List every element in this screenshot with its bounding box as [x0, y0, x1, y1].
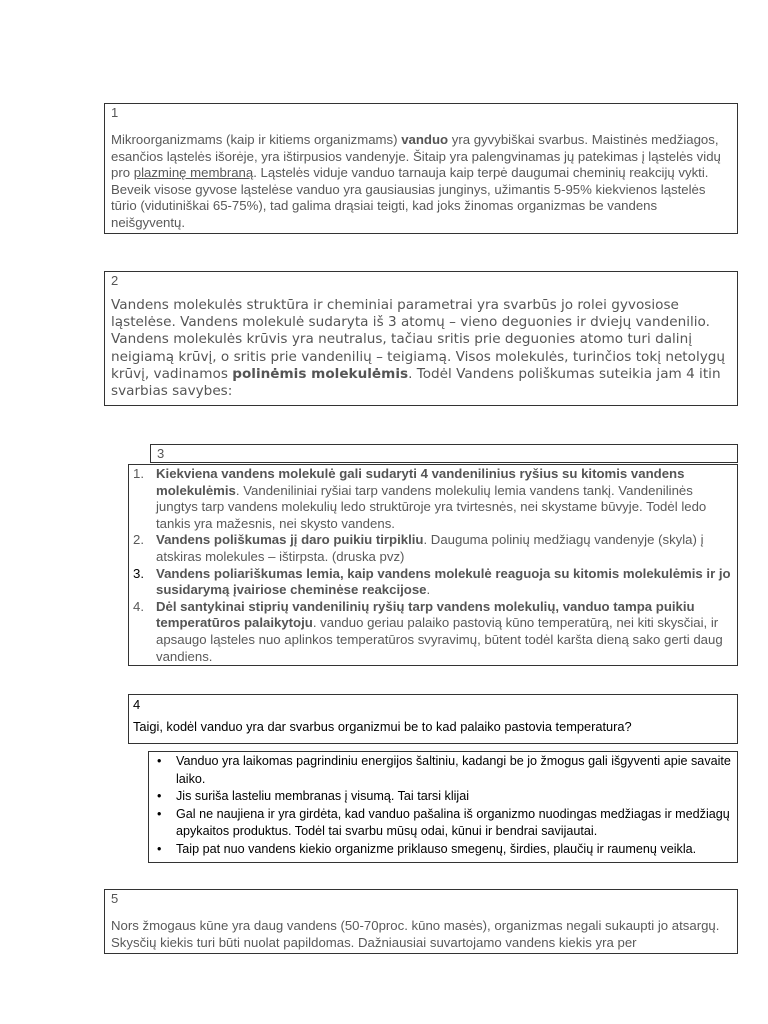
section-4-bullets-box: [148, 751, 738, 863]
link-plazmine-membrana: plazminę membraną: [133, 165, 254, 181]
section-4-question: Taigi, kodėl vanduo yra dar svarbus organizmui be to kad palaiko pastovia temperatura?: [133, 719, 632, 734]
section-2-box: [104, 271, 738, 406]
section-1-box: [104, 103, 738, 234]
section-3-box: [128, 464, 738, 666]
keyword-polines-molekules: polinėmis molekulėmis: [232, 365, 409, 382]
properties-list: [129, 466, 731, 665]
keyword-vanduo: vanduo: [401, 132, 449, 147]
section-3-number: 3: [157, 446, 165, 461]
section-1-number: 1: [111, 105, 119, 120]
reasons-list: [149, 753, 731, 859]
list-item: 3. Vandens poliariškumas lemia, kaip vandens molekulė reaguoja su kitomis molekulėmis ir jo susidarymą įvairiose cheminėse reakcijose.: [133, 565, 731, 598]
list-item: 2. Vandens poliškumas jį daro puikiu tirpikliu. Dauguma polinių medžiagų vandenyje (skyla) į atskiras molekules – ištirpsta. (druska pvz): [133, 532, 704, 564]
list-item: 4. Dėl santykinai stiprių vandenilinių ryšių tarp vandens molekulių, vanduo tampa puikiu temperatūros palaikytoju. vanduo geriau palaiko pastovią kūno temperatūrą, nei kiti skysčiai, ir apsaugo ląsteles nuo aplinkos temperatūros svyravimų, būtent todėl karšta dieną sako gerti daug vandiens.: [133, 598, 723, 664]
list-item: • Vanduo yra laikomas pagrindiniu energijos šaltiniu, kadangi be jo žmogus gali išgyventi apie savaite laiko.: [149, 753, 731, 788]
list-item: • Taip pat nuo vandens kiekio organizme priklauso smegenų, širdies, plaučių ir raumenų veikla.: [149, 841, 731, 859]
section-2-number: 2: [111, 273, 119, 288]
list-item: 1. Kiekviena vandens molekulė gali sudaryti 4 vandenilinius ryšius su kitomis vandens molekulėmis. Vandeniliniai ryšiai tarp vandens molekulių lemia vandens tankį. Vandenilinės jungtys tarp vandens molekulių ledo struktūroje yra tvirtesnės, nei skystame būvyje. Todėl ledo tankis yra mažesnis, nei skysto vandens.: [133, 466, 707, 531]
section-1-paragraph: Mikroorganizmams (kaip ir kitiems organizmams) vanduo yra gyvybiškai svarbus. Maistinės medžiagos, esančios ląstelės išorėje, yra ištirpusios vandenyje. Šitaip yra palengvinamas jų patekimas į ląstelės vidų pro plazminę membraną. Ląstelės viduje vanduo tarnauja kaip terpė daugumai cheminių reakcijų vykti. Beveik visose gyvose ląstelėse vanduo yra gausiausias junginys, užimantis 5-95% kiekvienos ląstelės tūrio (vidutiniškai 65-75%), tad galima drąsiai teigti, kad joks žinomas organizmas be vandens neišgyventų.: [111, 132, 721, 230]
list-item: • Gal ne naujiena ir yra girdėta, kad vanduo pašalina iš organizmo nuodingas medžiagas ir medžiagų apykaitos produktus. Todėl tai svarbu mūsų odai, kūnui ir bendrai savijautai.: [149, 806, 731, 841]
section-2-paragraph: Vandens molekulės struktūra ir cheminiai parametrai yra svarbūs jo rolei gyvosiose ląstelėse. Vandens molekulė sudaryta iš 3 atomų – vieno deguonies ir dviejų vandenilio. Vandens molekulės krūvis yra neutralus, tačiau sritis prie deguonies atomo turi dalinį neigiamą krūvį, o sritis prie vandenilių – teigiamą. Visos molekulės, turinčios tokį netolygų krūvį, vadinamos polinėmis molekulėmis. Todėl Vandens poliškumas suteikia jam 4 itin svarbias savybes:: [111, 297, 726, 400]
section-5-paragraph: Nors žmogaus kūne yra daug vandens (50-70proc. kūno masės), organizmas negali sukaupti jo atsargų. Skysčių kiekis turi būti nuolat papildomas. Dažniausiai suvartojamo vandens kiekis yra per: [111, 918, 720, 950]
section-4-box: [128, 694, 738, 744]
list-item: • Jis suriša lasteliu membranas į visumą. Tai tarsi klijai: [149, 788, 731, 806]
section-5-box: [104, 889, 738, 954]
section-3-number-box: [150, 444, 738, 463]
section-5-number: 5: [111, 891, 119, 906]
section-4-number: 4: [133, 697, 141, 712]
